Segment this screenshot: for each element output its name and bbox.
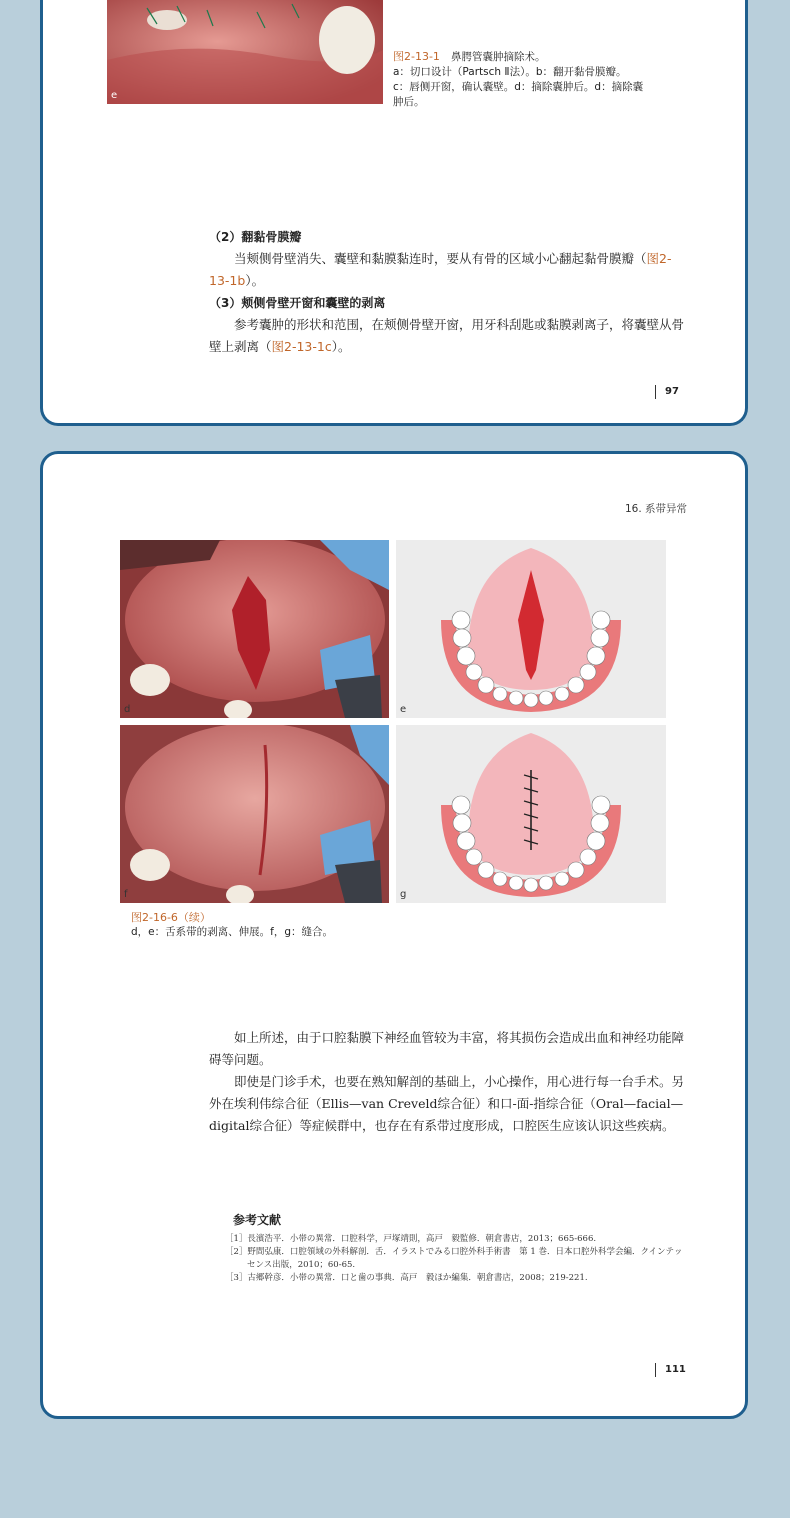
tongue-suture-photo [120, 725, 389, 903]
figure-ref-link[interactable]: 图2-13-1c [271, 339, 332, 354]
figure-ref-link[interactable]: 图2-13-1b [209, 251, 672, 288]
caption-line: c：唇侧开窗，确认囊壁。d：摘除囊肿后。d：摘除囊 [393, 81, 644, 93]
caption-title: 图2-13-1 [393, 50, 440, 63]
figure-caption [393, 45, 693, 110]
paragraph: 即使是门诊手术，也要在熟知解剖的基础上，小心操作，用心进行每一台手术。另外在埃利伟综合征（Ellis—van Creveld综合征）和口-面-指综合征（Oral—facial—digital综合征）等症候群中，也存在有系带过度形成，口腔医生应该认识这些疾病。 [209, 1074, 685, 1133]
page-number: 97 [655, 385, 679, 399]
caption-line: a：切口设计（Partsch Ⅱ法）。b：翻开黏骨膜瓣。 [393, 66, 627, 78]
photo-label: e [111, 90, 118, 101]
paragraph-text: 参考囊肿的形状和范围，在颊侧骨壁开窗，用牙科刮匙或黏膜剥离子，将囊壁从骨壁上剥离（ [209, 317, 685, 354]
illustration-g-suture-diagram [396, 725, 666, 903]
body-section [209, 1027, 685, 1137]
arch-suture-diagram [396, 725, 666, 903]
photo-d-tongue-incision [120, 540, 389, 718]
photo-label: d [124, 704, 131, 715]
photo-label: f [124, 889, 128, 900]
references-list [225, 1233, 685, 1285]
figure-caption [131, 909, 651, 940]
paragraph-end: ）。 [331, 339, 351, 354]
page-97 [40, 0, 748, 426]
photo-e-suture [107, 0, 383, 104]
page-number: 111 [655, 1363, 686, 1377]
tongue-incision-photo [120, 540, 389, 718]
paragraph [209, 314, 685, 358]
section-heading: （2）翻黏骨膜瓣 [209, 230, 302, 244]
photo-label: g [400, 889, 407, 900]
caption-title-rest: 鼻腭管囊肿摘除术。 [451, 51, 546, 63]
paragraph: 如上所述，由于口腔黏膜下神经血管较为丰富，将其损伤会造成出血和神经功能障碍等问题。 [209, 1030, 685, 1067]
reference-item: ［3］古郷幹彦．小帯の異常．口と歯の事典．高戸 毅ほか編集．朝倉書店，2008；219-221. [225, 1273, 588, 1283]
caption-line: 肿后。 [393, 96, 425, 108]
photo-label: e [400, 704, 407, 715]
references-title: 参考文献 [233, 1213, 282, 1227]
caption-text: d，e：舌系带的剥离、伸展。f，g：缝合。 [131, 926, 333, 938]
suture-photo-illustration [107, 0, 383, 104]
caption-title: 图2-16-6（续） [131, 911, 211, 924]
reference-item: ［2］野間弘康．口腔領域の外科解剖．舌．イラストでみる口腔外科手術書 第 1 巻．日本口腔外科学会編．クインテッセンス出版，2010；60-65. [225, 1247, 683, 1270]
page-111 [40, 451, 748, 1419]
body-section [209, 226, 685, 358]
section-heading: （3）颊侧骨壁开窗和囊壁的剥离 [209, 296, 386, 310]
paragraph-text: 当颊侧骨壁消失、囊壁和黏膜黏连时，要从有骨的区域小心翻起黏骨膜瓣（ [234, 251, 647, 266]
photo-f-tongue-suture [120, 725, 389, 903]
running-header: 16. 系带异常 [624, 503, 687, 515]
arch-incision-diagram [396, 540, 666, 718]
illustration-e-incision-diagram [396, 540, 666, 718]
paragraph-end: ）。 [245, 273, 265, 288]
reference-item: ［1］長濱浩平．小帯の異常．口腔科学，戸塚靖則，高戸 毅監修．朝倉書店，2013；665-666. [225, 1234, 597, 1244]
paragraph [209, 248, 685, 292]
